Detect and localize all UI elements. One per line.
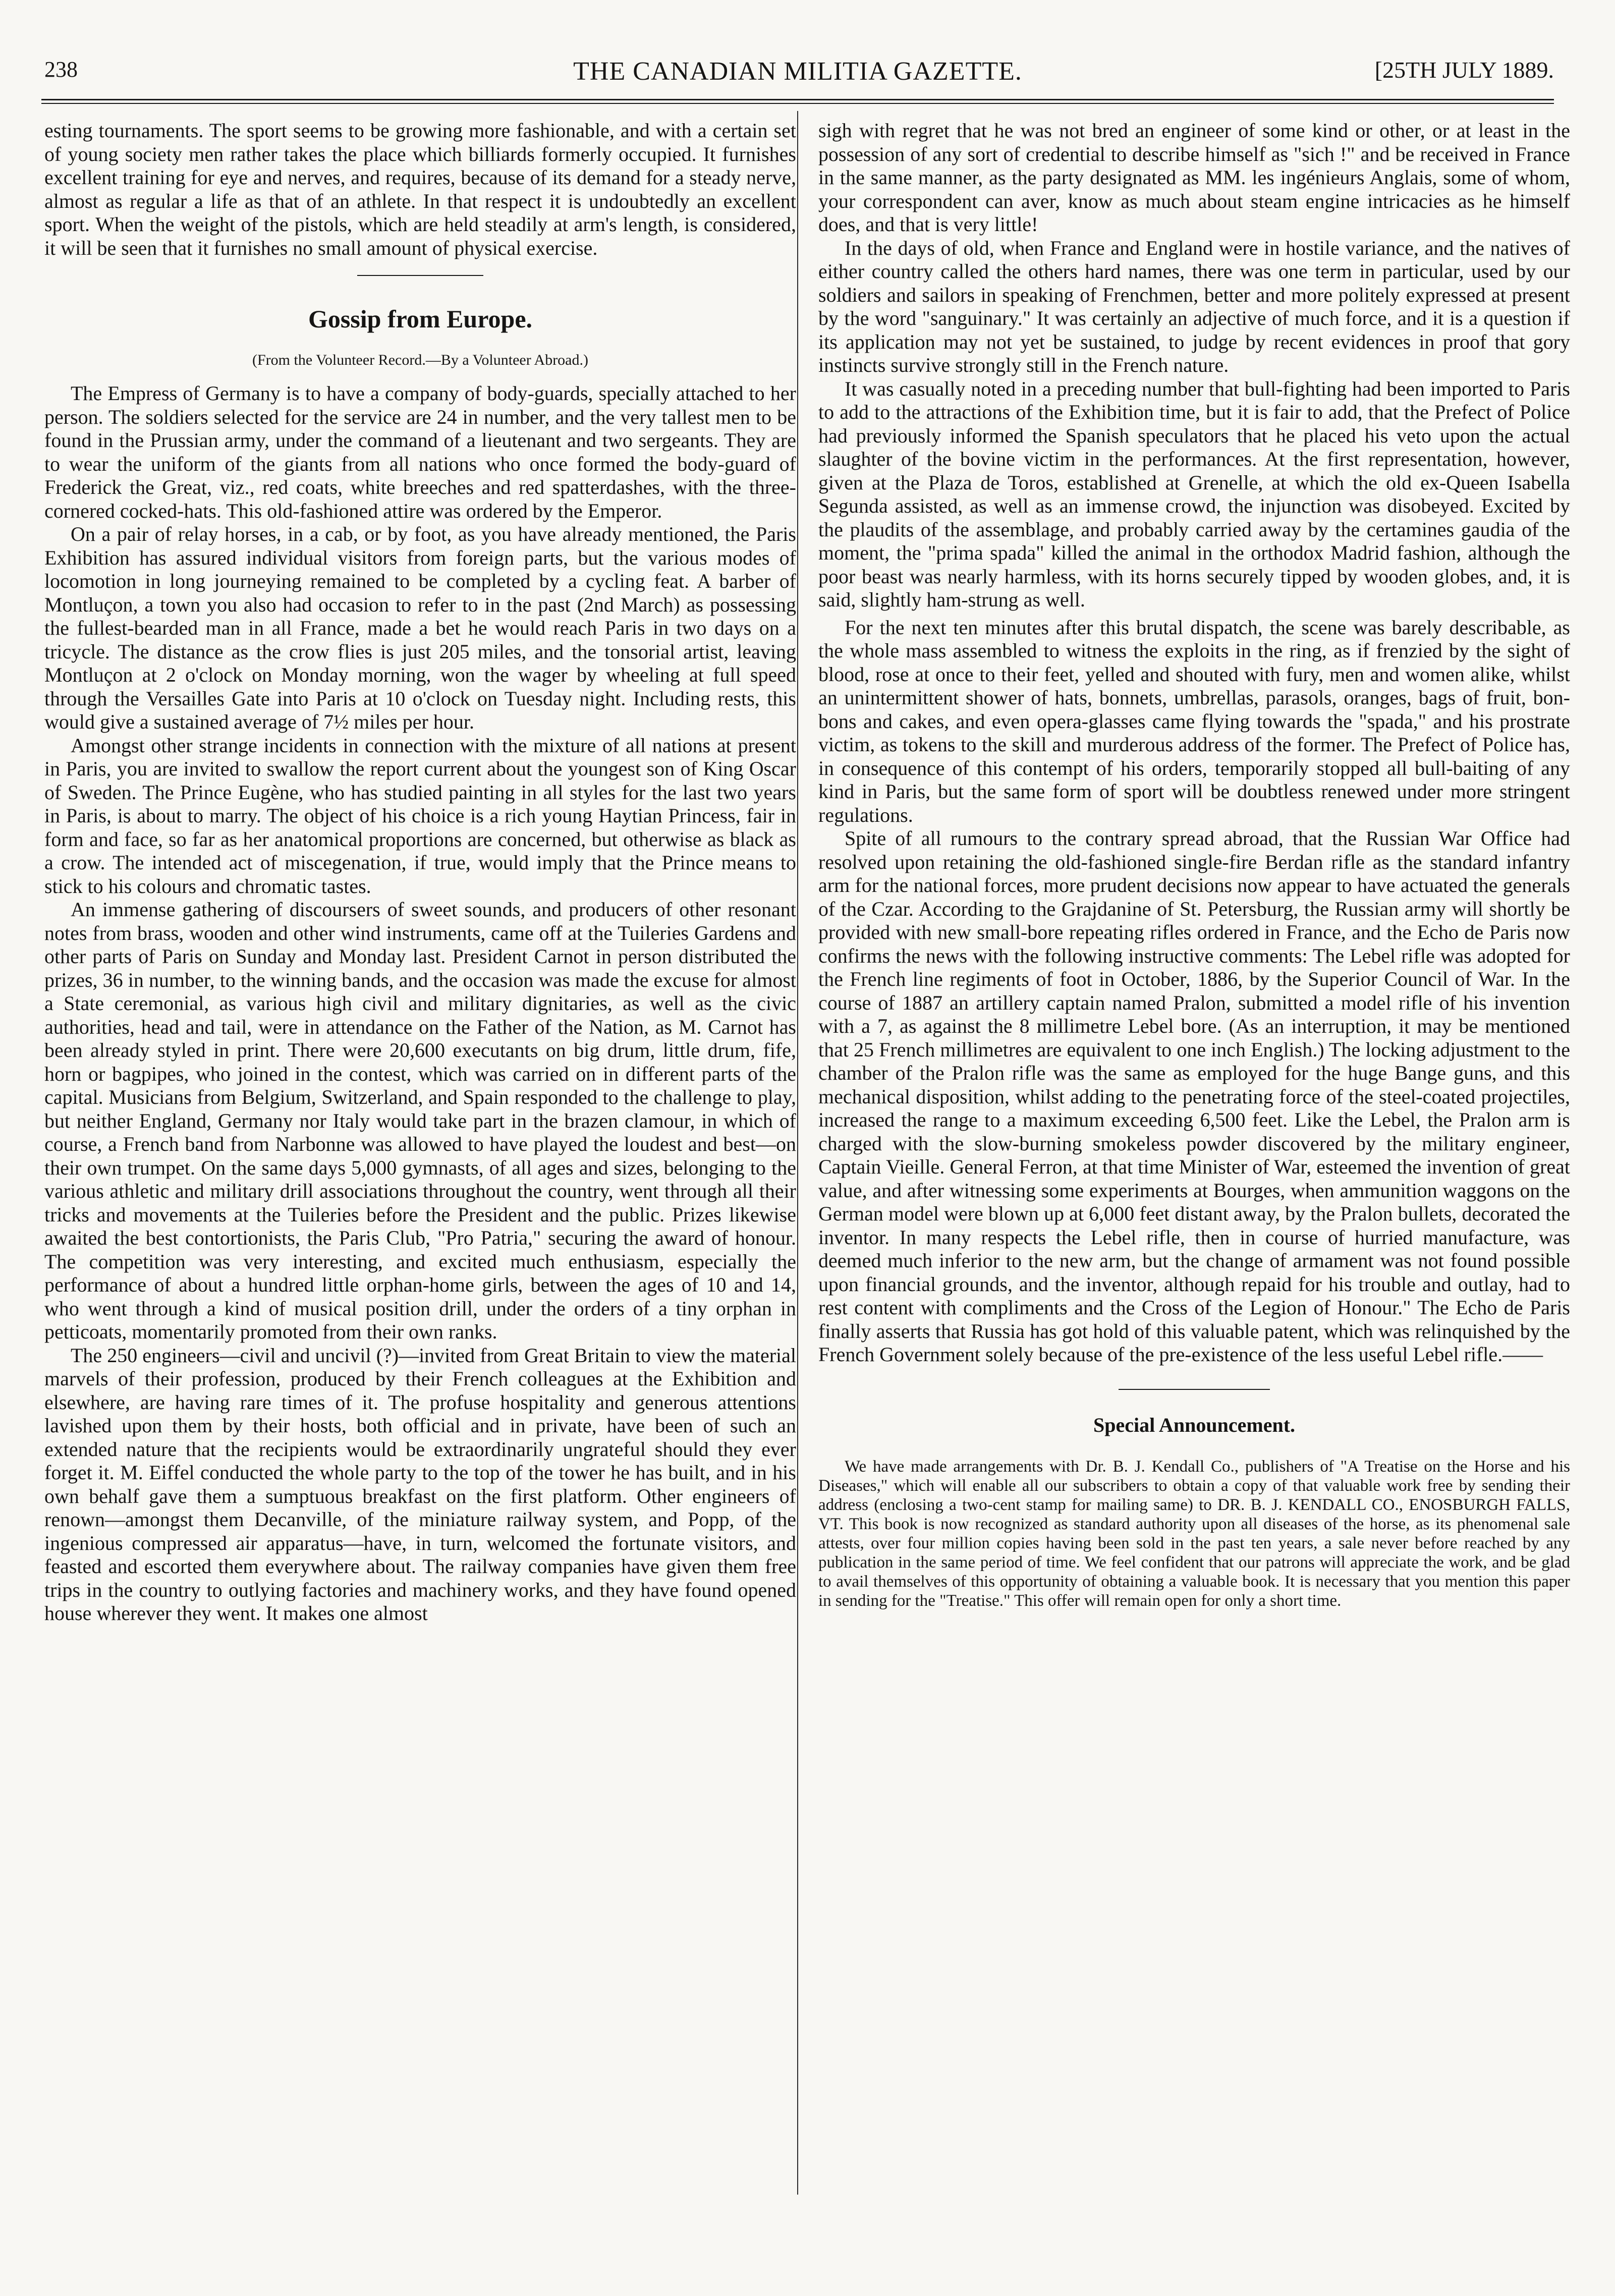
announcement-text: We have made arrangements with Dr. B. J. Kendall Co., publishers of "A Treatise on the Horse and his Diseases," which will enable all our subscribers to obtain a copy of that valuable work free by sending their address (enclosing a two-cent stamp for mailing same) to DR. B. J. KENDALL CO., ENOSBURGH FALLS, VT. This book is now recognized as standard authority upon all diseases of the horse, as its phenomenal sale attests, over four million copies having been sold in the past ten years, a sale never before reached by any publication in the same period of time. We feel confident that our patrons will appreciate the work, and be glad to avail themselves of this opportunity of obtaining a valuable book. It is necessary that you mention this paper in sending for the "Treatise." This offer will remain open for only a short time.: [818, 1457, 1570, 1610]
article-paragraph: It was casually noted in a preceding number that bull-fighting had been imported to Paris to add to the attractions of the Exhibition time, but it is fair to add, that the Prefect of Police had previously informed the Spanish speculators that he placed his veto upon the actual slaughter of the bovine victim in the performances. At the first representation, however, given at the Plaza de Toros, established at Grenelle, at which the old ex-Queen Isabella Segunda assisted, as well as an immense crowd, the injunction was disobeyed. Excited by the plaudits of the assemblage, and probably carried away by the certamines gaudia of the moment, the "prima spada" killed the animal in the orthodox Madrid fashion, although the poor beast was nearly harmless, with its horns securely tipped by wooden globes, and, it is said, slightly ham-strung as well.: [818, 377, 1570, 611]
section-divider: [1119, 1389, 1270, 1390]
continued-paragraph: esting tournaments. The sport seems to be growing more fashionable, and with a certain set of young society men rather takes the place which billiards formerly occupied. It furnishes excellent training for eye and nerves, and requires, because of its demand for a steady nerve, almost as regular a life as that of an athlete. In that respect it is undoubtedly an excellent sport. When the weight of the pistols, which are held steadily at arm's length, is considered, it will be seen that it furnishes no small amount of physical exercise.: [44, 119, 796, 259]
article-paragraph: For the next ten minutes after this brutal dispatch, the scene was barely describable, as the whole mass assembled to witness the exploits in the ring, as if frenzied by the sight of blood, rose at once to their feet, yelled and shouted with fury, men and women alike, whilst an unintermittent shower of hats, bonnets, umbrellas, parasols, oranges, bags of fruit, bon-bons and cakes, and even opera-glasses came flying towards the "spada," and his prostrate victim, as tokens to the skill and murderous address of the former. The Prefect of Police has, in consequence of this contempt of his orders, temporarily stopped all bull-baiting of any kind in Paris, but the same form of sport will be doubtless renewed under more stringent regulations.: [818, 615, 1570, 826]
article-paragraph: The 250 engineers—civil and uncivil (?)—invited from Great Britain to view the material marvels of their profession, produced by their French colleagues at the Exhibition and elsewhere, are having rare times of it. The profuse hospitality and generous attentions lavished upon them by their hosts, both official and in private, have been of such an extended nature that the recipients would be extraordinarily ungrateful should they ever forget it. M. Eiffel conducted the whole party to the top of the tower he has built, and in his own behalf gave them a sumptuous breakfast on the first platform. Other engineers of renown—amongst them Decanville, of the miniature railway system, and Popp, of the ingenious compressed air apparatus—have, in turn, welcomed the fortunate visitors, and feasted and escorted them everywhere about. The railway companies have given them free trips in the country to outlying factories and machinery works, and they have found opened house wherever they went. It makes one almost: [44, 1343, 796, 1625]
article-paragraph: On a pair of relay horses, in a cab, or by foot, as you have already mentioned, the Paris Exhibition has assured individual visitors from foreign parts, but the various modes of locomotion in long journeying remained to be completed by a cycling feat. A barber of Montluçon, a town you also had occasion to refer to in the past (2nd March) as possessing the fullest-bearded man in all France, made a bet he would reach Paris in two days on a tricycle. The distance as the crow flies is just 205 miles, and the tonsorial artist, leaving Montluçon at 2 o'clock on Monday morning, won the wager by wheeling at full speed through the Versailles Gate into Paris at 10 o'clock on Tuesday night. Including rests, this would give a sustained average of 7½ miles per hour.: [44, 523, 796, 733]
article-paragraph: Spite of all rumours to the contrary spread abroad, that the Russian War Office had resolved upon retaining the old-fashioned single-fire Berdan rifle as the standard infantry arm for the national forces, more prudent decisions now appear to have actuated the generals of the Czar. According to the Grajdanine of St. Petersburg, the Russian army will shortly be provided with new small-bore repeating rifles ordered in France, and the Echo de Paris now confirms the news with the following instructive comments: The Lebel rifle was adopted for the French line regiments of foot in October, 1886, by the Superior Council of War. In the course of 1887 an artillery captain named Pralon, submitted a model rifle of his invention with a 7, as against the 8 millimetre Lebel bore. (As an interruption, it may be mentioned that 25 French millimetres are equivalent to one inch English.) The locking adjustment to the chamber of the Pralon rifle was the same as employed for the huge Bange guns, and this mechanical disposition, whilst adding to the penetrating force of the steel-coated projectiles, increased the range to a maximum exceeding 6,500 feet. Like the Lebel, the Pralon arm is charged with the slow-burning smokeless powder discovered by the military engineer, Captain Vieille. General Ferron, at that time Minister of War, esteemed the invention of great value, and after witnessing some experiments at Bourges, when ammunition waggons on the German model were blown up at 6,000 feet distant away, by the Pralon bullets, decorated the inventor. In many respects the Lebel rifle, then in course of hurried manufacture, was deemed much inferior to the new arm, but the change of armament was not found possible upon financial grounds, and the inventor, although repaid for his trouble and outlay, had to rest content with compliments and the Cross of the Legion of Honour." The Echo de Paris finally asserts that Russia has got hold of this valuable patent, which was relinquished by the French Government solely because of the pre-existence of the less useful Lebel rifle.——: [818, 827, 1570, 1366]
page-header: [41, 57, 1554, 92]
article-paragraph: An immense gathering of discoursers of sweet sounds, and producers of other resonant notes from brass, wooden and other wind instruments, came off at the Tuileries Gardens and other parts of Paris on Sunday and Monday last. President Carnot in person distributed the prizes, 36 in number, to the winning bands, and the occasion was made the excuse for almost a State ceremonial, as various high civil and military dignitaries, as well as the civic authorities, head and tail, were in attendance on the Father of the Nation, as M. Carnot has been already styled in print. There were 20,600 executants on big drum, little drum, fife, horn or bagpipes, who joined in the contest, which was carried on in different parts of the capital. Musicians from Belgium, Switzerland, and Spain responded to the challenge to play, but neither England, Germany nor Italy would take part in the brazen clamour, in which of course, a French band from Narbonne was allowed to have played the loudest and best—on their own trumpet. On the same days 5,000 gymnasts, of all ages and sizes, belonging to the various athletic and military drill associations throughout the country, went through all their tricks and movements at the Tuileries before the President and the public. Prizes likewise awaited the best contortionists, the Paris Club, "Pro Patria," securing the award of honour. The competition was very interesting, and excited much enthusiasm, especially the performance of about a hundred little orphan-home girls, between the ages of 10 and 14, who went through a kind of musical position drill, under the orders of a tiny orphan in petticoats, momentarily promoted from their own ranks.: [44, 898, 796, 1343]
article-paragraph: In the days of old, when France and England were in hostile variance, and the natives of either country called the others hard names, there was one term in particular, used by our soldiers and sailors in speaking of Frenchmen, better and more politely expressed at present by the word "sanguinary." It was certainly an adjective of much force, and it is a question if its application may not yet be sustained, to judge by recent evidences in proof that gory instincts survive strongly still in the French nature.: [818, 236, 1570, 376]
header-rule: [41, 99, 1554, 104]
article-paragraph: The Empress of Germany is to have a company of body-guards, specially attached to her person. The soldiers selected for the service are 24 in number, and the very tallest men to be found in the Prussian army, under the command of a lieutenant and two sergeants. They are to wear the uniform of the giants from all nations who once formed the body-guard of Frederick the Great, viz., red coats, white breeches and red spatterdashes, with the three-cornered cocked-hats. This old-fashioned attire was ordered by the Emperor.: [44, 382, 796, 522]
left-column: [44, 119, 796, 1626]
issue-date: [25TH JULY 1889.: [1374, 57, 1554, 83]
section-source: (From the Volunteer Record.—By a Volunteer Abroad.): [252, 352, 588, 368]
column-divider: [797, 111, 798, 2195]
article-paragraph: sigh with regret that he was not bred an engineer of some kind or other, or at least in the possession of any sort of credential to describe himself as "sich !" and be received in France in the same manner, as the party designated as MM. les ingénieurs Anglais, some of whom, your correspondent can aver, know as much about steam engine intricacies as he himself does, and that is very little!: [818, 119, 1570, 236]
announcement-title: Special Announcement.: [1093, 1413, 1296, 1436]
page-number: 238: [44, 57, 78, 82]
right-column: [818, 119, 1570, 1610]
section-divider: [357, 275, 483, 276]
newspaper-title: THE CANADIAN MILITIA GAZETTE.: [573, 57, 1022, 86]
article-paragraph: Amongst other strange incidents in connection with the mixture of all nations at present in Paris, you are invited to swallow the report current about the youngest son of King Oscar of Sweden. The Prince Eugène, who has studied painting in all styles for the last two years in Paris, is about to marry. The object of his choice is a rich young Haytian Princess, fair in form and face, so far as her anatomical proportions are concerned, but otherwise as black as a crow. The intended act of miscegenation, if true, would imply that the Prince means to stick to his colours and chromatic tastes.: [44, 734, 796, 898]
section-title: Gossip from Europe.: [308, 305, 533, 333]
